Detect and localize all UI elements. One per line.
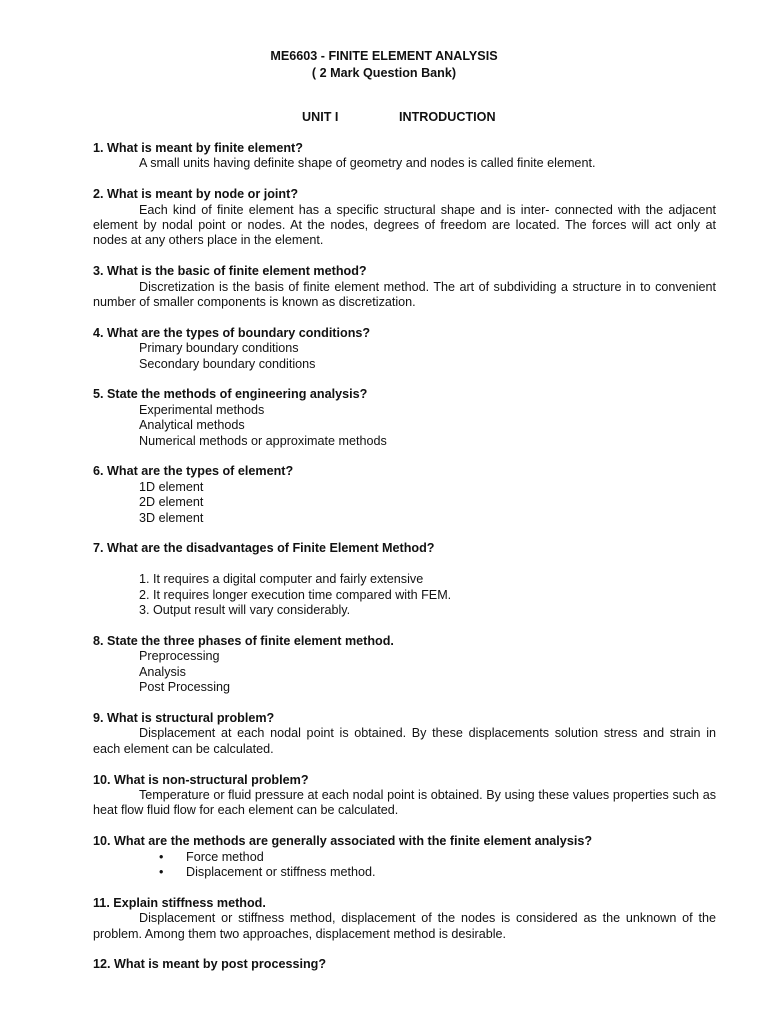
question-title: 4. What are the types of boundary conditions?: [93, 325, 371, 340]
question-block: [93, 896, 716, 942]
bullet-text: Displacement or stiffness method.: [186, 864, 376, 879]
question-list: [93, 141, 716, 988]
question-block: [93, 326, 716, 372]
list-item: 2D element: [139, 495, 204, 510]
question-title: 1. What is meant by finite element?: [93, 141, 303, 155]
question-block: [93, 464, 716, 526]
list-item: Experimental methods: [139, 402, 265, 417]
numbered-item: 3. Output result will vary considerably.: [139, 603, 351, 618]
question-block: [93, 711, 716, 757]
question-title: 6. What are the types of element?: [93, 464, 294, 479]
question-block: [93, 141, 716, 172]
list-item: Preprocessing: [139, 649, 220, 664]
question-title: 5. State the methods of engineering analysis?: [93, 387, 368, 402]
question-title: 7. What are the disadvantages of Finite Element Method?: [93, 541, 435, 556]
answer-text: Each kind of finite element has a specific structural shape and is inter- connected with the adjacent element by nodal point or nodes. At the nodes, degrees of freedom are located. The forces will act only at nodes at any others place in the element.: [93, 202, 716, 248]
question-block: [93, 387, 716, 449]
answer-text: A small units having definite shape of geometry and nodes is called finite element.: [139, 156, 596, 171]
bullet-icon: •: [159, 849, 164, 864]
numbered-item: 2. It requires longer execution time compared with FEM.: [139, 587, 452, 602]
question-block: [93, 264, 716, 310]
bullet-item: [93, 850, 716, 865]
question-block: [93, 957, 716, 972]
unit-heading: [302, 110, 496, 125]
document-title: ME6603 - FINITE ELEMENT ANALYSIS: [270, 49, 498, 63]
numbered-item: 1. It requires a digital computer and fairly extensive: [139, 572, 424, 587]
question-block: [93, 634, 716, 696]
question-title: 11. Explain stiffness method.: [93, 895, 266, 910]
question-title: 10. What are the methods are generally associated with the finite element analysis?: [93, 834, 593, 849]
bullet-item: [93, 865, 716, 880]
list-item: Secondary boundary conditions: [139, 356, 316, 371]
list-item: 3D element: [139, 510, 204, 525]
unit-label: UNIT I: [302, 110, 339, 124]
bullet-text: Force method: [186, 849, 264, 864]
answer-text: Discretization is the basis of finite element method. The art of subdividing a structure in to convenient number of smaller components is known as discretization.: [93, 279, 716, 310]
list-item: 1D element: [139, 479, 204, 494]
question-block: [93, 541, 716, 618]
list-item: Primary boundary conditions: [139, 341, 299, 356]
question-block: [93, 834, 716, 880]
question-title: 3. What is the basic of finite element method?: [93, 264, 367, 279]
answer-text: Displacement or stiffness method, displacement of the nodes is considered as the unknown of the problem. Among them two approaches, displacement method is desirable.: [93, 911, 716, 941]
question-block: [93, 187, 716, 249]
document-header: [0, 49, 768, 83]
list-item: Analytical methods: [139, 418, 245, 433]
list-item: Numerical methods or approximate methods: [139, 433, 387, 448]
answer-text: Temperature or fluid pressure at each nodal point is obtained. By using these values properties such as heat flow fluid flow for each element can be calculated.: [93, 787, 716, 818]
document-subtitle: ( 2 Mark Question Bank): [311, 66, 457, 80]
list-item: Post Processing: [139, 680, 230, 695]
question-title: 10. What is non-structural problem?: [93, 772, 309, 787]
question-block: [93, 773, 716, 819]
unit-title: INTRODUCTION: [399, 110, 496, 124]
question-title: 8. State the three phases of finite element method.: [93, 633, 394, 648]
list-item: Analysis: [139, 664, 186, 679]
bullet-icon: •: [159, 864, 164, 879]
question-title: 9. What is structural problem?: [93, 710, 275, 725]
question-title: 2. What is meant by node or joint?: [93, 187, 299, 202]
question-title: 12. What is meant by post processing?: [93, 957, 327, 972]
answer-text: Displacement at each nodal point is obtained. By these displacements solution stress and strain in each element can be calculated.: [93, 726, 716, 756]
